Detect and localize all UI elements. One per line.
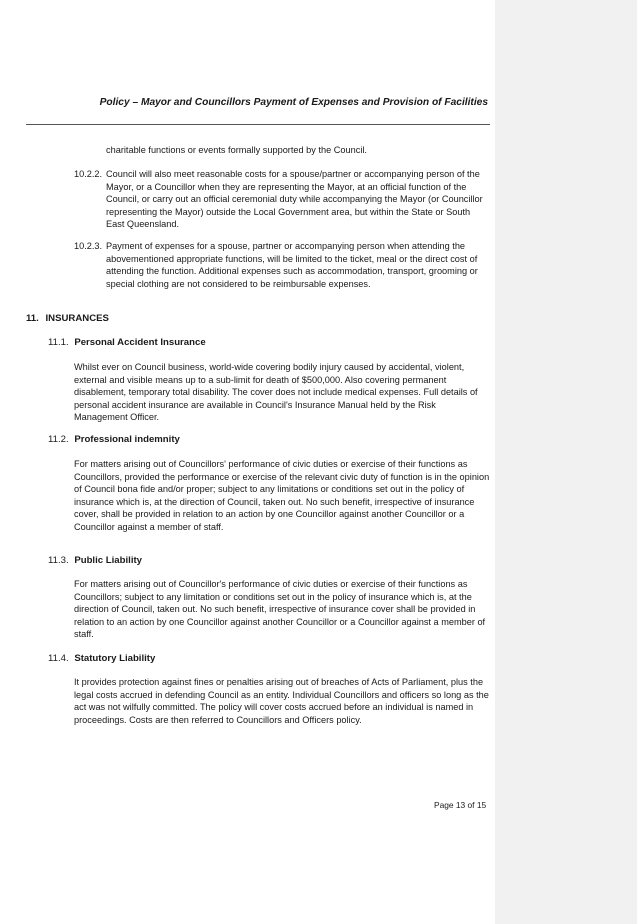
continued-paragraph: charitable functions or events formally supported by the Council. [106,145,367,155]
subsection-heading-11-4 [48,653,155,666]
section-heading-insurances [26,313,109,326]
subsection-text-11-1: Whilst ever on Council business, world-wide covering bodily injury caused by accidental, violent, external and visible means up to a sub-limit for death of $500,000. Also covering permanent disablement, temporary total disability. The cover does not include medical expenses. Full details of personal accident insurance are available in Council's Insurance Manual held by the Risk Management Officer. [74,362,478,422]
subsection-number: 11.4. [48,653,69,664]
clause-number-10-2-3: 10.2.3. [74,241,103,251]
subsection-text-11-4: It provides protection against fines or penalties arising out of breaches of Acts of Parliament, plus the legal costs accrued in defending Council as an entity. Individual Councillors and officers so long as the act was not wilfully committed. The policy will cover costs accrued before an individual is named in proceedings. Costs are then referred to Councillors and Officers policy. [74,677,489,725]
subsection-heading-11-1 [48,337,206,350]
subsection-number: 11.2. [48,434,69,445]
subsection-title: Professional indemnity [74,434,180,445]
clause-text-10-2-3: Payment of expenses for a spouse, partner or accompanying person when attending the abovementioned appropriate functions, will be limited to the ticket, meal or the direct cost of attending the function. Additional expenses such as accommodation, transport, grooming or special clothing are not considered to be reimbursable expenses. [106,241,478,289]
clause-text-10-2-2: Council will also meet reasonable costs for a spouse/partner or accompanying person of the Mayor, or a Councillor when they are representing the Mayor, at an official function of the Council, or carry out an official ceremonial duty while accompanying the Mayor (or Councillor representing the Mayor) outside the Local Government area, but within the State or South East Queensland. [106,169,483,229]
page-header-title: Policy – Mayor and Councillors Payment of Expenses and Provision of Facilities [99,97,488,108]
subsection-title: Personal Accident Insurance [74,337,206,348]
section-number: 11. [26,313,39,324]
subsection-number: 11.3. [48,555,69,566]
section-title: INSURANCES [45,313,109,324]
page-number: Page 13 of 15 [434,800,487,810]
header-rule [26,124,490,125]
subsection-text-11-2: For matters arising out of Councillors' performance of civic duties or exercise of their functions as Councillors, provided the performance or exercise of the relevant civic duty of function is in the opinion of Council bona fide and/or proper; subject to any limitations or conditions set out in the policy of insurance which is, at the direction of Council, taken out. No such benefit, irrespective of insurance cover, shall be provided in relation to an action by one Councillor against another Councillor or a Councillor against a member of staff. [74,459,490,532]
subsection-heading-11-3 [48,555,142,568]
clause-number-10-2-2: 10.2.2. [74,169,103,179]
subsection-number: 11.1. [48,337,69,348]
subsection-title: Public Liability [74,555,143,566]
comment-margin-pane [495,0,637,924]
subsection-title: Statutory Liability [74,653,156,664]
subsection-text-11-3: For matters arising out of Councillor's performance of civic duties or exercise of their functions as Councillors; subject to any limitation or conditions set out in the policy of insurance which is, at the direction of Council, taken out. No such benefit, irrespective of insurance cover shall be provided in relation to an action by one Councillor against another Councillor or a Councillor against a member of staff. [74,579,486,639]
subsection-heading-11-2 [48,434,180,447]
